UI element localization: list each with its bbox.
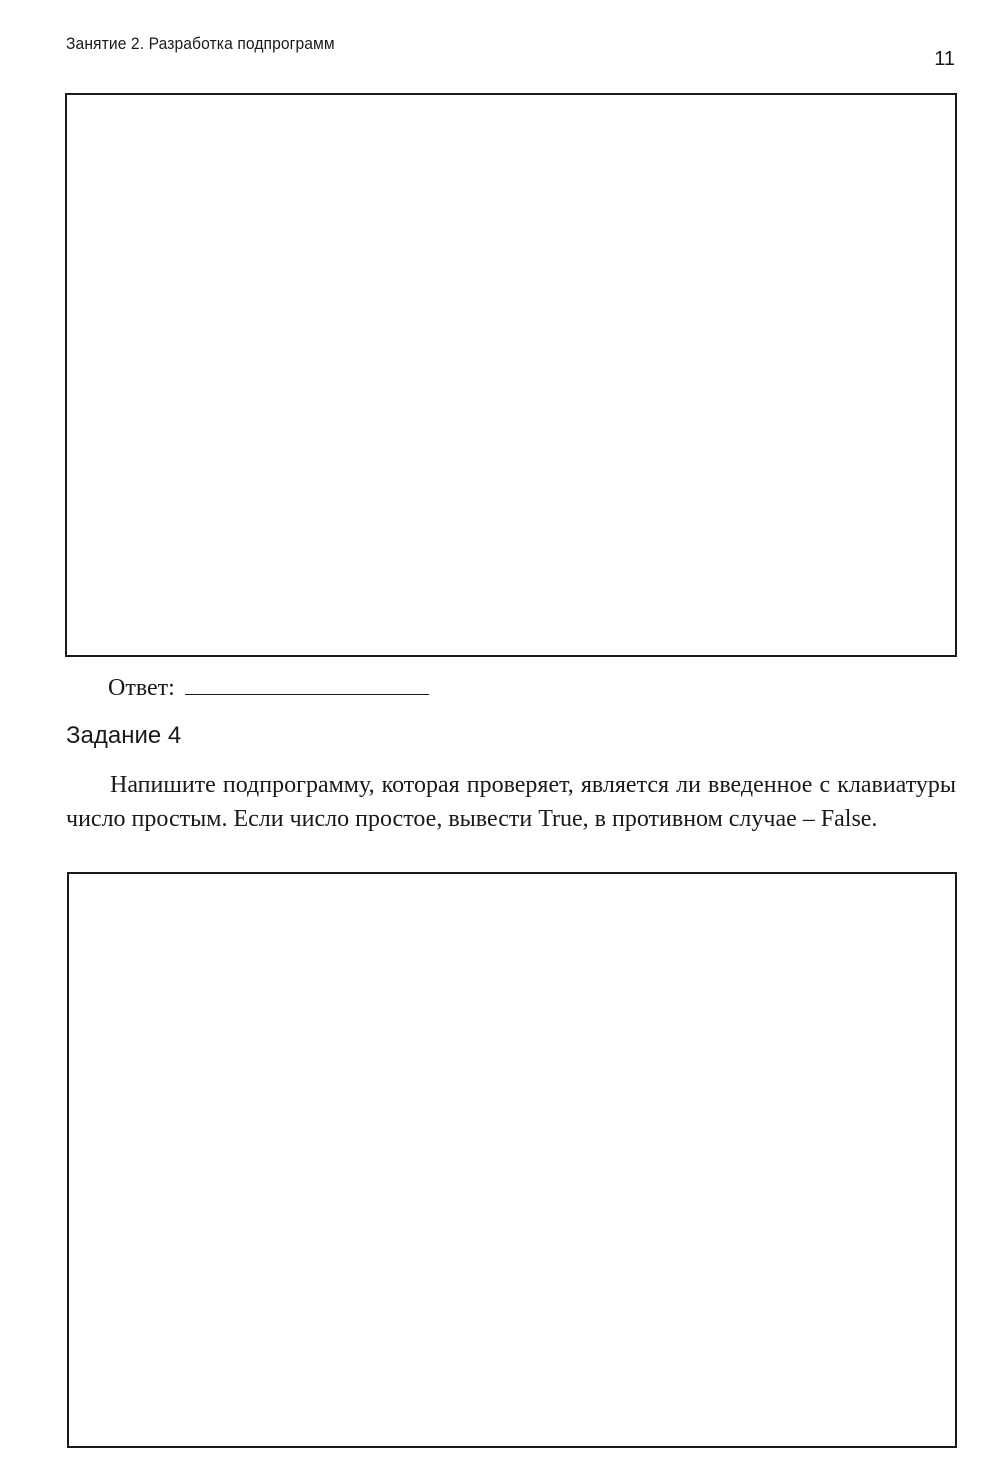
solution-box-task-3[interactable]	[65, 93, 957, 657]
task-4-heading: Задание 4	[66, 722, 182, 749]
task-4-text: Напишите подпрограмму, которая проверяет, является ли введенное с клавиатуры число простым. Если число простое, вывести True, в противном случае – False.	[66, 772, 956, 832]
answer-blank-field[interactable]	[185, 672, 429, 695]
running-header: Занятие 2. Разработка подпрограмм	[66, 34, 335, 53]
solution-box-task-4[interactable]	[67, 872, 957, 1448]
answer-label: Ответ:	[108, 675, 175, 701]
page-number: 11	[934, 48, 955, 70]
answer-line	[108, 672, 429, 702]
